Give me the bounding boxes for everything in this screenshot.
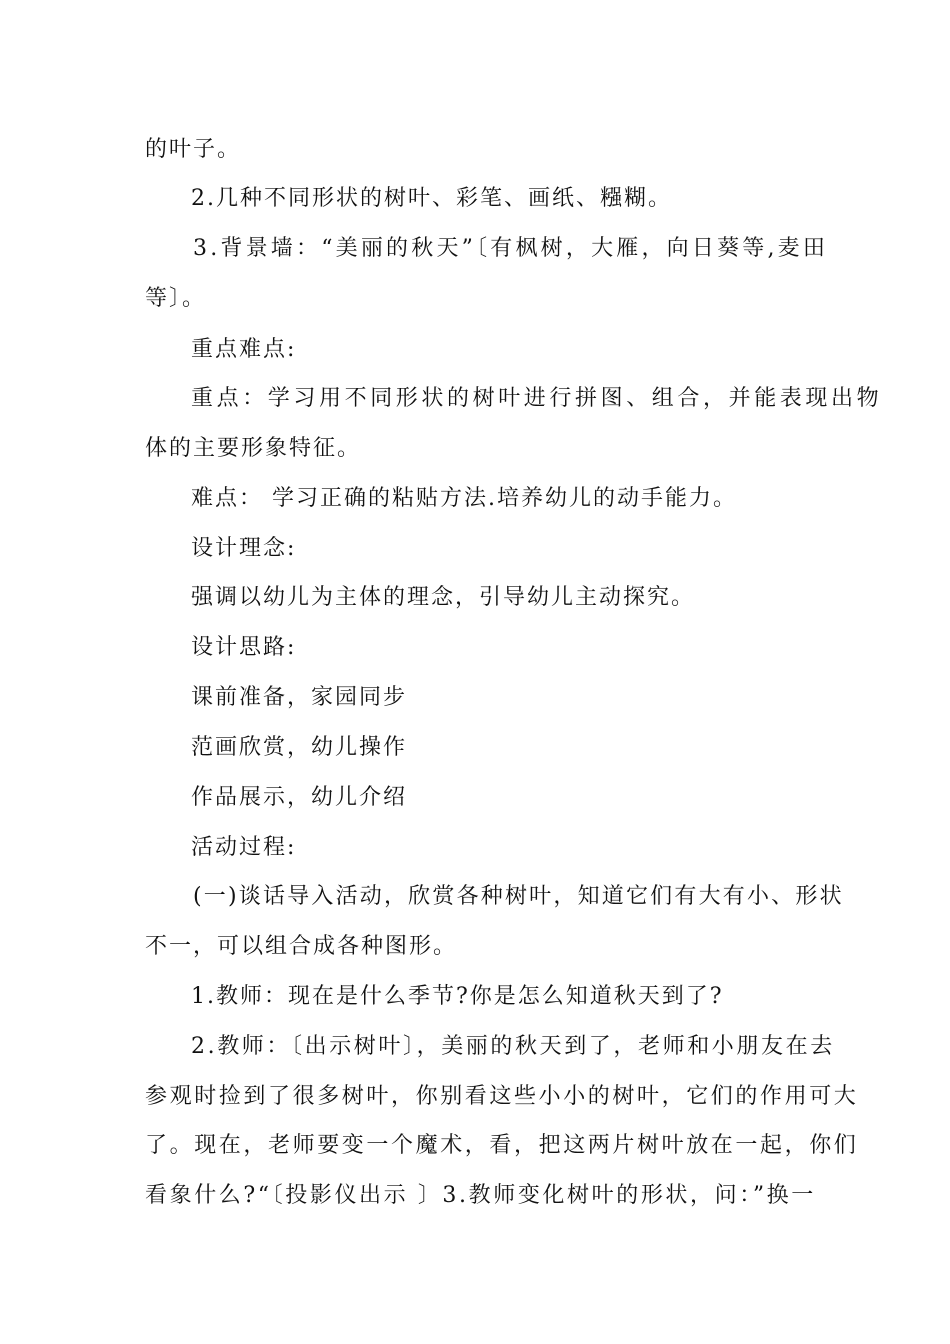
- text-line-16: (一)谈话导入活动，欣赏各种树叶，知道它们有大有小、形状: [193, 884, 844, 909]
- section-heading-design-concept: 设计理念:: [191, 536, 297, 561]
- text-line-8: 难点： 学习正确的粘贴方法.培养幼儿的动手能力。: [191, 486, 737, 511]
- text-line-1: 的叶子。: [145, 137, 242, 162]
- section-heading-key-points: 重点难点:: [191, 337, 297, 362]
- text-line-13: 范画欣赏，幼儿操作: [191, 735, 408, 760]
- text-line-21: 了。现在，老师要变一个魔术，看，把这两片树叶放在一起，你们: [145, 1133, 859, 1158]
- text-line-19: 2.教师：〔出示树叶〕，美丽的秋天到了，老师和小朋友在去: [191, 1034, 835, 1059]
- text-line-3: 3.背景墙：“美丽的秋天”〔有枫树，大雁，向日葵等,麦田: [193, 236, 829, 261]
- text-line-18: 1.教师：现在是什么季节?你是怎么知道秋天到了?: [191, 984, 724, 1009]
- text-line-22: 看象什么?“〔投影仪出示 〕3.教师变化树叶的形状，问：”换一: [145, 1183, 816, 1208]
- section-heading-design-ideas: 设计思路:: [191, 635, 297, 660]
- text-line-14: 作品展示，幼儿介绍: [191, 785, 408, 810]
- text-line-4: 等〕。: [145, 286, 207, 311]
- text-line-6: 重点：学习用不同形状的树叶进行拼图、组合，并能表现出物: [191, 386, 883, 411]
- text-line-10: 强调以幼儿为主体的理念，引导幼儿主动探究。: [191, 585, 696, 610]
- text-line-20: 参观时捡到了很多树叶，你别看这些小小的树叶，它们的作用可大: [145, 1084, 859, 1109]
- text-line-2: 2.几种不同形状的树叶、彩笔、画纸、糨糊。: [191, 186, 672, 211]
- section-heading-activity-process: 活动过程:: [191, 835, 297, 860]
- text-line-12: 课前准备，家园同步: [191, 685, 408, 710]
- text-line-7: 体的主要形象特征。: [145, 436, 362, 461]
- text-line-17: 不一，可以组合成各种图形。: [145, 934, 458, 959]
